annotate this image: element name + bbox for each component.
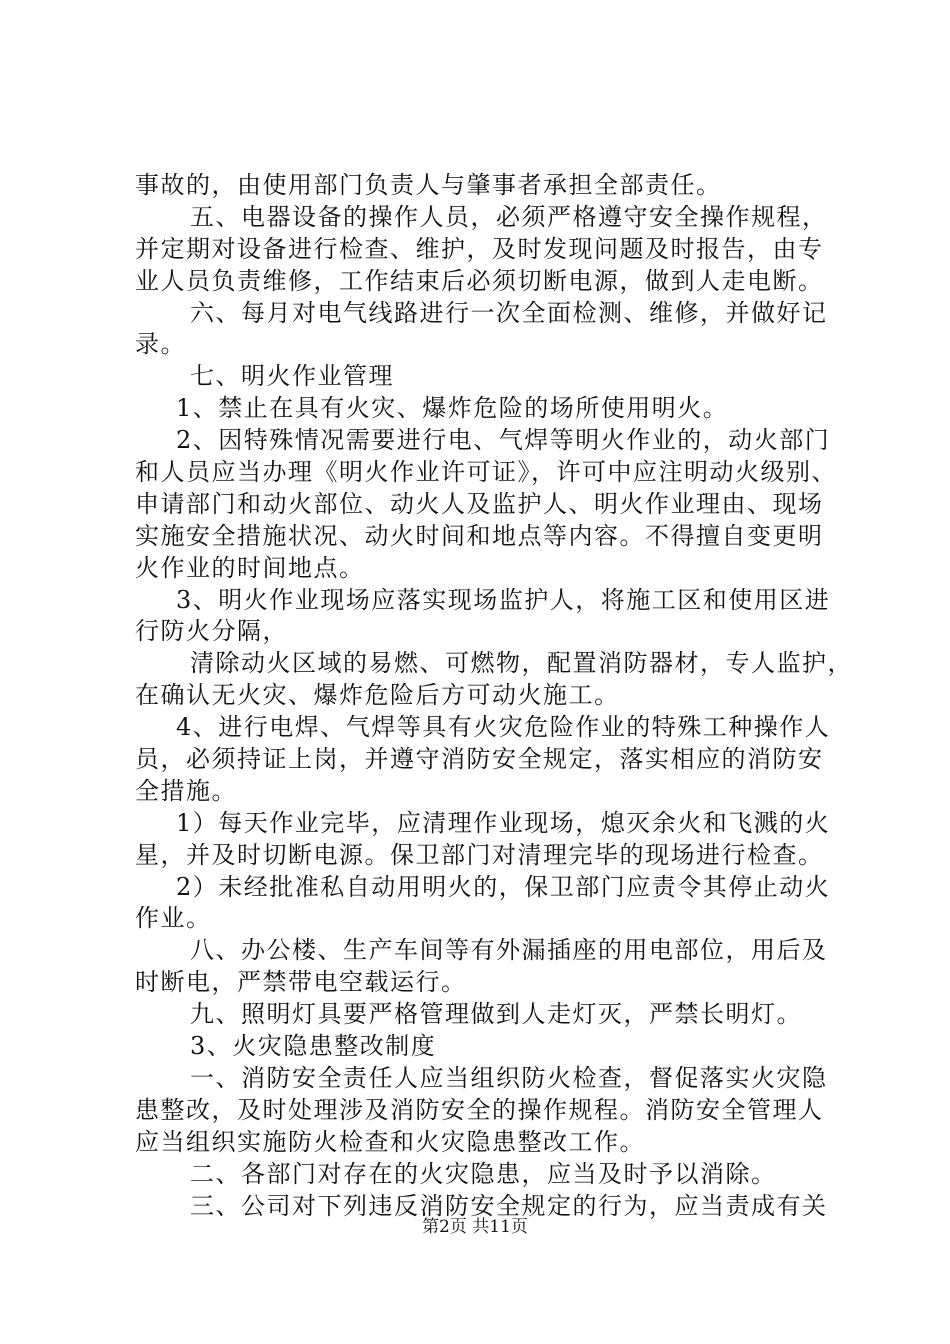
paragraph-line: 1）每天作业完毕，应清理作业现场，熄灭余火和飞溅的火 <box>176 808 831 837</box>
paragraph-line: 录。 <box>135 330 186 359</box>
paragraph-line: 和人员应当办理《明火作业许可证》，许可中应注明动火级别、 <box>135 458 837 487</box>
paragraph-line: 在确认无火灾、爆炸危险后方可动火施工。 <box>135 681 620 710</box>
paragraph-line: 全措施。 <box>135 776 237 805</box>
paragraph-line: 4、进行电焊、气焊等具有火灾危险作业的特殊工种操作人 <box>176 713 831 742</box>
paragraph-line: 2）未经批准私自动用明火的，保卫部门应责令其停止动火 <box>176 872 831 901</box>
paragraph-line: 申请部门和动火部位、动火人及监护人、明火作业理由、现场 <box>135 489 824 518</box>
paragraph-line: 三、公司对下列违反消防安全规定的行为，应当责成有关 <box>190 1191 828 1220</box>
paragraph-line: 业人员负责维修，工作结束后必须切断电源，做到人走电断。 <box>135 266 824 295</box>
paragraph-line: 行防火分隔， <box>135 617 288 646</box>
paragraph-line: 五、电器设备的操作人员，必须严格遵守安全操作规程， <box>190 202 828 231</box>
section-heading: 3、火灾隐患整改制度 <box>190 1032 437 1061</box>
page-number-footer: 第2页 共11页 <box>422 1217 528 1237</box>
document-body <box>135 170 853 1222</box>
paragraph-line: 3、明火作业现场应落实现场监护人，将施工区和使用区进 <box>176 585 831 614</box>
paragraph-line: 星，并及时切断电源。保卫部门对清理完毕的现场进行检查。 <box>135 840 824 869</box>
paragraph-line: 一、消防安全责任人应当组织防火检查，督促落实火灾隐 <box>190 1063 828 1092</box>
paragraph-line: 患整改，及时处理涉及消防安全的操作规程。消防安全管理人 <box>135 1095 824 1124</box>
paragraph-line: 时断电，严禁带电空载运行。 <box>135 968 467 997</box>
paragraph-line: 员，必须持证上岗，并遵守消防安全规定，落实相应的消防安 <box>135 745 824 774</box>
section-heading: 七、明火作业管理 <box>190 362 394 391</box>
paragraph-line: 八、办公楼、生产车间等有外漏插座的用电部位，用后及 <box>190 936 828 965</box>
paragraph-line: 清除动火区域的易燃、可燃物，配置消防器材，专人监护， <box>190 649 853 678</box>
paragraph-line: 作业。 <box>135 904 212 933</box>
paragraph-line: 二、各部门对存在的火灾隐患，应当及时予以消除。 <box>190 1159 777 1188</box>
paragraph-line: 应当组织实施防火检查和火灾隐患整改工作。 <box>135 1127 645 1156</box>
paragraph-line: 2、因特殊情况需要进行电、气焊等明火作业的，动火部门 <box>176 426 831 455</box>
paragraph-line: 火作业的时间地点。 <box>135 553 365 582</box>
paragraph-line: 六、每月对电气线路进行一次全面检测、维修，并做好记 <box>190 298 828 327</box>
paragraph-line: 实施安全措施状况、动火时间和地点等内容。不得擅自变更明 <box>135 521 824 550</box>
paragraph-line: 事故的，由使用部门负责人与肇事者承担全部责任。 <box>135 171 722 199</box>
paragraph-line: 并定期对设备进行检查、维护，及时发现问题及时报告，由专 <box>135 234 824 263</box>
paragraph-line: 1、禁止在具有火灾、爆炸危险的场所使用明火。 <box>176 394 729 423</box>
paragraph-line: 九、照明灯具要严格管理做到人走灯灭，严禁长明灯。 <box>190 1000 802 1029</box>
